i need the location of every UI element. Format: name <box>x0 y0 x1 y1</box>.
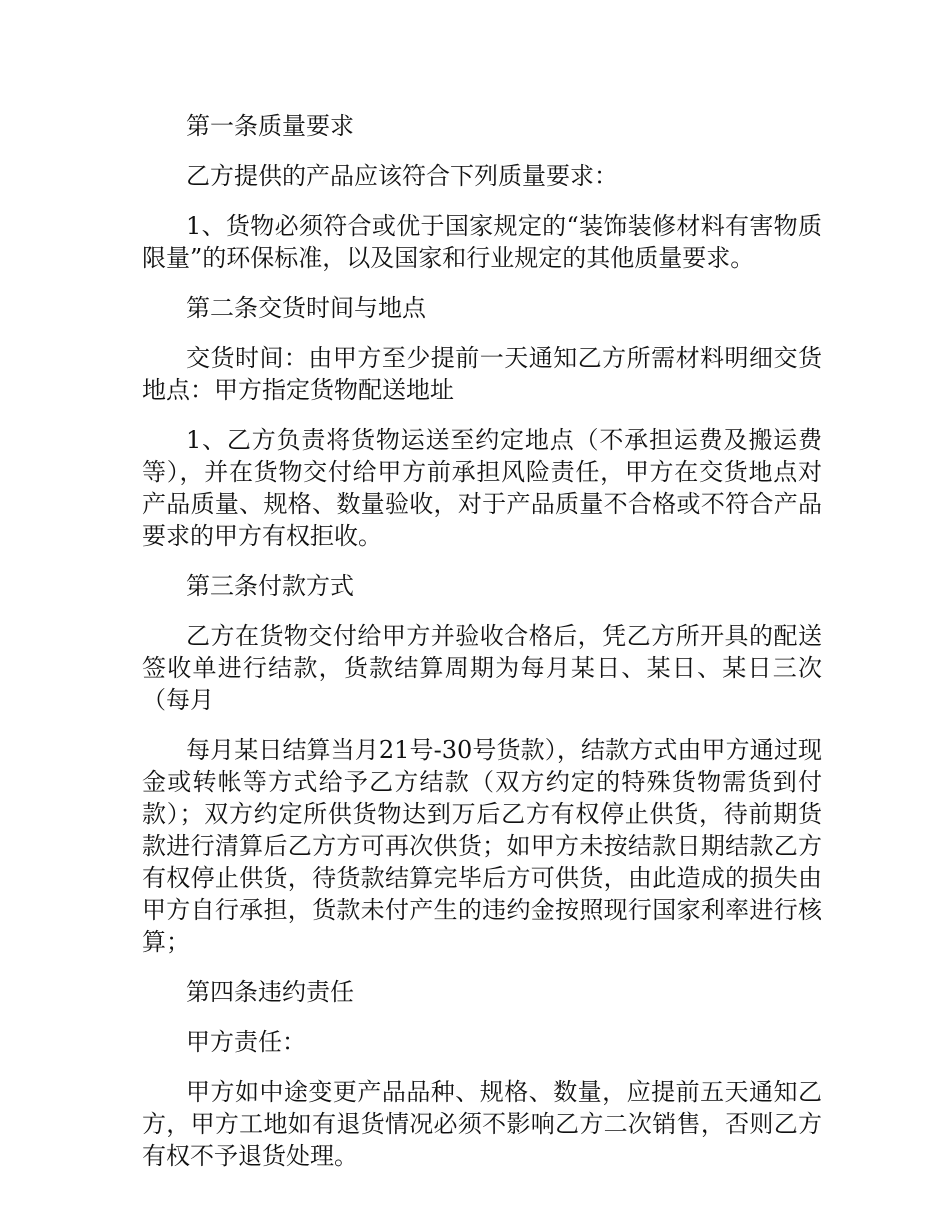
payment-clause-2: 每月某日结算当月21号-30号货款），结款方式由甲方通过现金或转帐等方式给予乙方结款（双方约定的特殊货物需货到付款）；双方约定所供货物达到万后乙方有权停止供货，待前期货款进行清算后乙方方可再次供货；如甲方未按结款日期结款乙方有权停止供货，待货款结算完毕后方可供货，由此造成的损失由甲方自行承担，货款未付产生的违约金按照现行国家利率进行核算； <box>142 736 822 956</box>
delivery-clause-1: 1、乙方负责将货物运送至约定地点（不承担运费及搬运费等），并在货物交付给甲方前承担风险责任，甲方在交货地点对产品质量、规格、数量验收，对于产品质量不合格或不符合产品要求的甲方有权拒收。 <box>142 426 822 550</box>
quality-clause-1: 1、货物必须符合或优于国家规定的“装饰装修材料有害物质限量”的环保标准，以及国家和行业规定的其他质量要求。 <box>142 212 822 272</box>
article-1-heading: 第一条质量要求 <box>186 112 354 140</box>
party-a-liability-heading: 甲方责任： <box>186 1028 306 1056</box>
quality-intro: 乙方提供的产品应该符合下列质量要求： <box>186 162 618 190</box>
payment-clause-1: 乙方在货物交付给甲方并验收合格后，凭乙方所开具的配送签收单进行结款，货款结算周期为每月某日、某日、某日三次（每月 <box>142 622 822 714</box>
delivery-time-place: 交货时间：由甲方至少提前一天通知乙方所需材料明细交货地点：甲方指定货物配送地址 <box>142 344 822 404</box>
article-3-heading: 第三条付款方式 <box>186 572 354 600</box>
party-a-liability-clause: 甲方如中途变更产品品种、规格、数量，应提前五天通知乙方，甲方工地如有退货情况必须不影响乙方二次销售，否则乙方有权不予退货处理。 <box>142 1078 822 1170</box>
document-body <box>142 110 822 1190</box>
article-2-heading: 第二条交货时间与地点 <box>186 294 426 322</box>
article-4-heading: 第四条违约责任 <box>186 978 354 1006</box>
